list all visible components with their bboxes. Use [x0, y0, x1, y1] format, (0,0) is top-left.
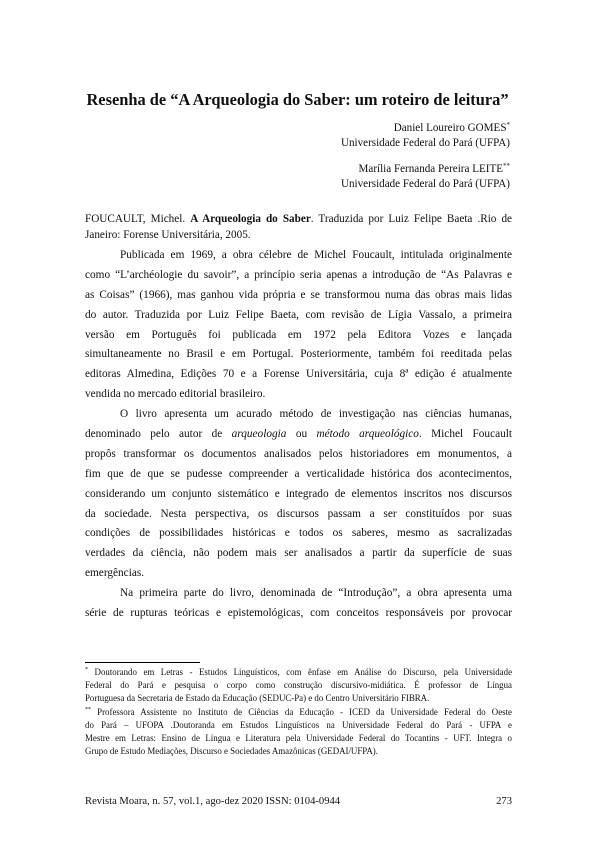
footnote-2-line: do Pará – UFOPA .Doutoranda em Estudos Linguísticos na Universidade Federal do Pará - UFPA e: [85, 719, 512, 730]
paragraph-2-line: verdades da ciência, não podem mais ser analisados a partir da superfície de suas: [85, 547, 512, 560]
paragraph-1-line: como “L’archéologie du savoir”, a princípio seria apenas a introdução de “As Palavras e: [85, 268, 512, 281]
paragraph-2-line: fim que de que se pudesse compreender a verticalidade histórica dos acontecimentos,: [85, 467, 512, 480]
paragraph-2-line: emergências.: [85, 567, 145, 580]
footnote-2-line: Grupo de Estudo Mediações, Discurso e Sociedades Amazônicas (GEDAI/UFPA).: [85, 746, 378, 757]
reference-prefix: FOUCAULT, Michel.: [85, 213, 191, 225]
author-1-affiliation: Universidade Federal do Pará (UFPA): [340, 137, 510, 149]
bibliographic-reference: [85, 211, 512, 243]
footnote-1-mark: *: [85, 667, 88, 673]
body-text: [85, 246, 512, 624]
footnote-1-line: Portuguesa da Secretaria de Estado da Educação (SEDUC-Pa) e do Centro Universitário FIBRA.: [85, 693, 430, 704]
footnote-2-line: ** Professora Assistente no Instituto de Ciências da Educação - ICED da Universidade Federal do Oeste: [85, 706, 512, 717]
paragraph-1-line: versão em Português foi publicada em 1972 pela Editora Vozes e lançada: [85, 328, 512, 341]
footnote-2-line: Mestre em Letras: Ensino de Língua e Literatura pela Universidade Federal do Tocantins - UFT. Integra o: [85, 732, 512, 743]
footnote-1-line: * Doutorando em Letras - Estudos Linguísticos, com ênfase em Análise do Discurso, pela Universidade: [85, 667, 512, 677]
author-1-name: Daniel Loureiro GOMES: [393, 122, 507, 134]
paragraph-2-line: considerando um conjunto sistemático e integrado de elementos inscritos nos discursos: [85, 487, 512, 500]
paragraph-1-line: as Coisas” (1966), mas ganhou vida própria e se transformou numa das obras mais lidas: [85, 288, 512, 301]
author-1: [341, 121, 510, 151]
paragraph-2-line: condições de possibilidades históricas e todos os saberes, mesmo as sacralizadas: [85, 527, 512, 540]
author-2: [341, 162, 510, 192]
reference-work-title: A Arqueologia do Saber: [190, 213, 311, 225]
author-2-name: Marília Fernanda Pereira LEITE: [358, 163, 503, 175]
footnote-separator: [85, 662, 200, 663]
author-1-footnote-mark: *: [506, 121, 510, 129]
paragraph-2-line: propôs transformar os documentos analisados pelos historiadores em monumentos, a: [85, 447, 512, 460]
paragraph-3-line: série de rupturas teóricas e epistemológicas, com conceitos responsáveis por provocar: [85, 607, 512, 620]
article-title: Resenha de “A Arqueologia do Saber: um roteiro de leitura”: [86, 90, 509, 109]
footnote-1-line: Federal do Pará e pesquisa o corpo como construção discursivo-midiática. É professor de Língua: [85, 680, 512, 691]
author-2-footnote-mark: **: [503, 162, 510, 170]
journal-citation: Revista Moara, n. 57, vol.1, ago-dez 2020 ISSN: 0104-0944: [85, 796, 341, 807]
italic-term-arqueologia: arqueologia: [231, 428, 287, 441]
italic-term-metodo-arqueologico: método arqueológico: [316, 428, 419, 441]
paragraph-1-line: do autor. Traduzida por Luiz Felipe Baeta, com revisão de Lígia Vassalo, a primeira: [85, 308, 512, 321]
paragraph-2-line: da sociedade. Nesta perspectiva, os discursos passam a ser constituídos por suas: [85, 507, 512, 520]
paragraph-1-line: simultaneamente no Brasil e em Portugal. Posteriormente, também foi reeditada pelas: [85, 348, 512, 361]
footnotes: [85, 666, 512, 758]
page-footer: [85, 795, 512, 809]
page-number: 273: [496, 796, 512, 807]
paragraph-2-line: O livro apresenta um acurado método de investigação nas ciências humanas,: [120, 408, 512, 421]
author-2-affiliation: Universidade Federal do Pará (UFPA): [340, 178, 510, 190]
paragraph-1-line: Publicada em 1969, a obra célebre de Michel Foucault, intitulada originalmente: [120, 249, 512, 261]
footnote-2-mark: **: [85, 706, 91, 713]
paragraph-3-line: Na primeira parte do livro, denominada de “Introdução”, a obra apresenta uma: [120, 587, 512, 600]
paragraph-1-line: editoras Almedina, Edições 70 e a Forense Universitária, cuja 8ª edição é atualmente: [85, 368, 512, 381]
reference-suffix: . Traduzida por Luiz Felipe Baeta .Rio de Janeiro: Forense Universitária, 2005.: [85, 213, 512, 241]
paragraph-2-line: denominado pelo autor de arqueologia ou método arqueológico. Michel Foucault: [85, 428, 512, 441]
paragraph-1-line: vendida no mercado editorial brasileiro.: [85, 388, 266, 401]
